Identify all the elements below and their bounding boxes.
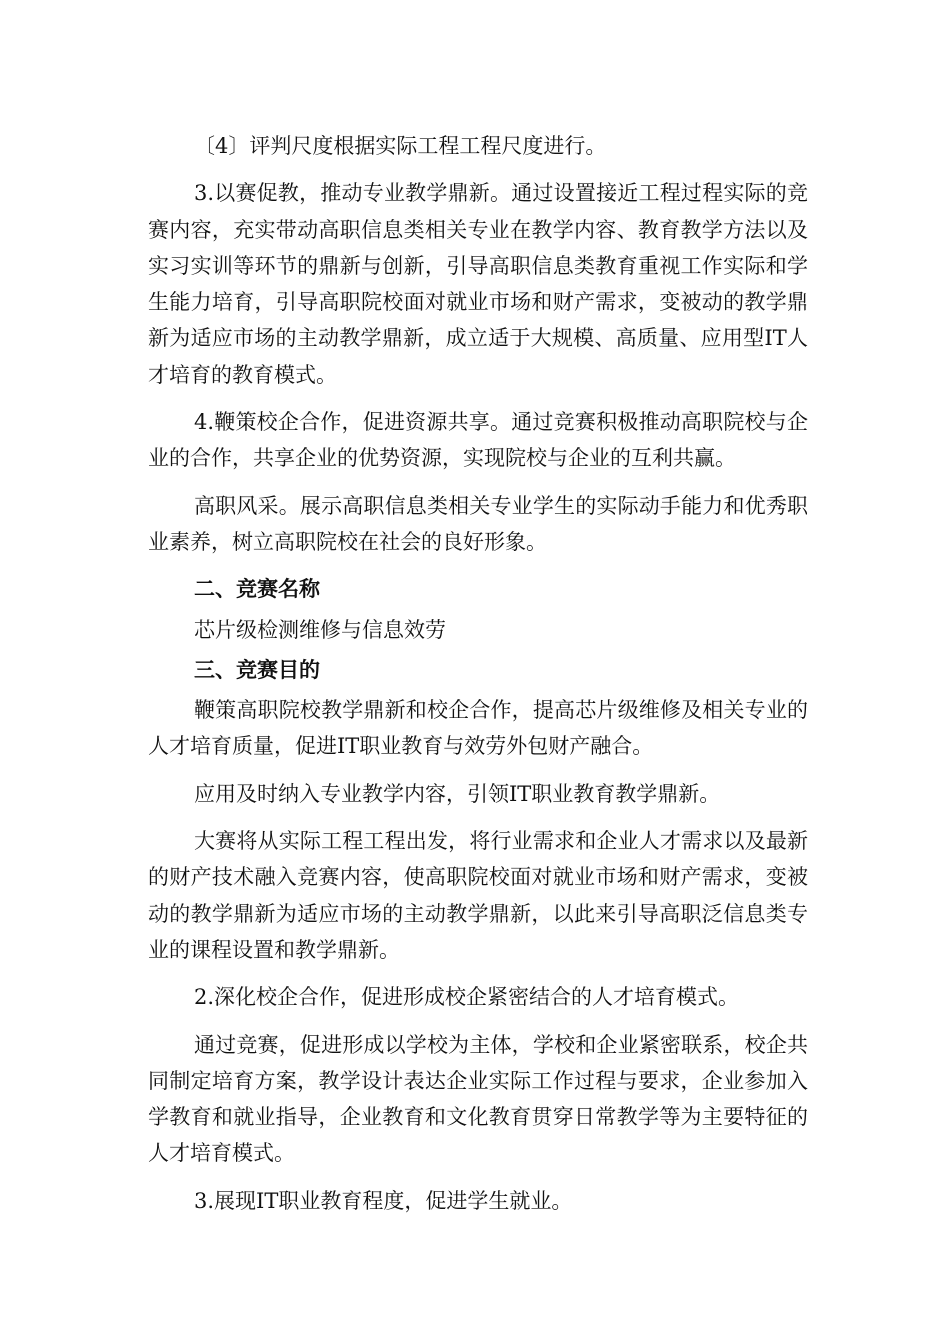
document-body: [148, 128, 808, 1230]
paragraph-training-model: 通过竞赛，促进形成以学校为主体，学校和企业紧密联系，校企共同制定培育方案，教学设计表达企业实际工作过程与要求，企业参加入学教育和就业指导，企业教育和文化教育贯穿日常教学等为主要特征的人才培育模式。: [148, 1032, 808, 1166]
heading-competition-purpose: 三、竞赛目的: [194, 656, 320, 682]
paragraph-competition-name: 芯片级检测维修与信息效劳: [194, 617, 446, 642]
paragraph-employment: 3.展现IT职业教育程度，促进学生就业。: [194, 1188, 573, 1213]
paragraph-purpose-reform: 鞭策高职院校教学鼎新和校企合作，提高芯片级维修及相关专业的人才培育质量，促进IT职业教育与效劳外包财产融合。: [148, 698, 808, 759]
paragraph-competition-promotes-teaching: 3.以赛促教，推动专业教学鼎新。通过设置接近工程过程实际的竞赛内容，充实带动高职信息类相关专业在教学内容、教育教学方法以及实习实训等环节的鼎新与创新，引导高职信息类教育重视工作实际和学生能力培育，引导高职院校面对就业市场和财产需求，变被动的教学鼎新为适应市场的主动教学鼎新，成立适于大规模、高质量、应用型IT人才培育的教育模式。: [148, 181, 808, 387]
paragraph-vocational-style: 高职风采。展示高职信息类相关专业学生的实际动手能力和优秀职业素养，树立高职院校在社会的良好形象。: [148, 493, 808, 554]
paragraph-purpose-lead: 应用及时纳入专业教学内容，引领IT职业教育教学鼎新。: [194, 781, 721, 806]
paragraph-purpose-industry-needs: 大赛将从实际工程工程出发，将行业需求和企业人才需求以及最新的财产技术融入竞赛内容，使高职院校面对就业市场和财产需求，变被动的教学鼎新为适应市场的主动教学鼎新，以此来引导高职泛信息类专业的课程设置和教学鼎新。: [148, 829, 808, 962]
heading-competition-name: 二、竞赛名称: [194, 576, 320, 602]
paragraph-school-enterprise-cooperation: 4.鞭策校企合作，促进资源共享。通过竞赛积极推动高职院校与企业的合作，共享企业的优势资源，实现院校与企业的互利共赢。: [148, 410, 808, 471]
paragraph-evaluation-standard: 〔4〕评判尺度根据实际工程工程尺度进行。: [194, 134, 607, 158]
paragraph-deepen-cooperation: 2.深化校企合作，促进形成校企紧密结合的人才培育模式。: [194, 985, 740, 1010]
